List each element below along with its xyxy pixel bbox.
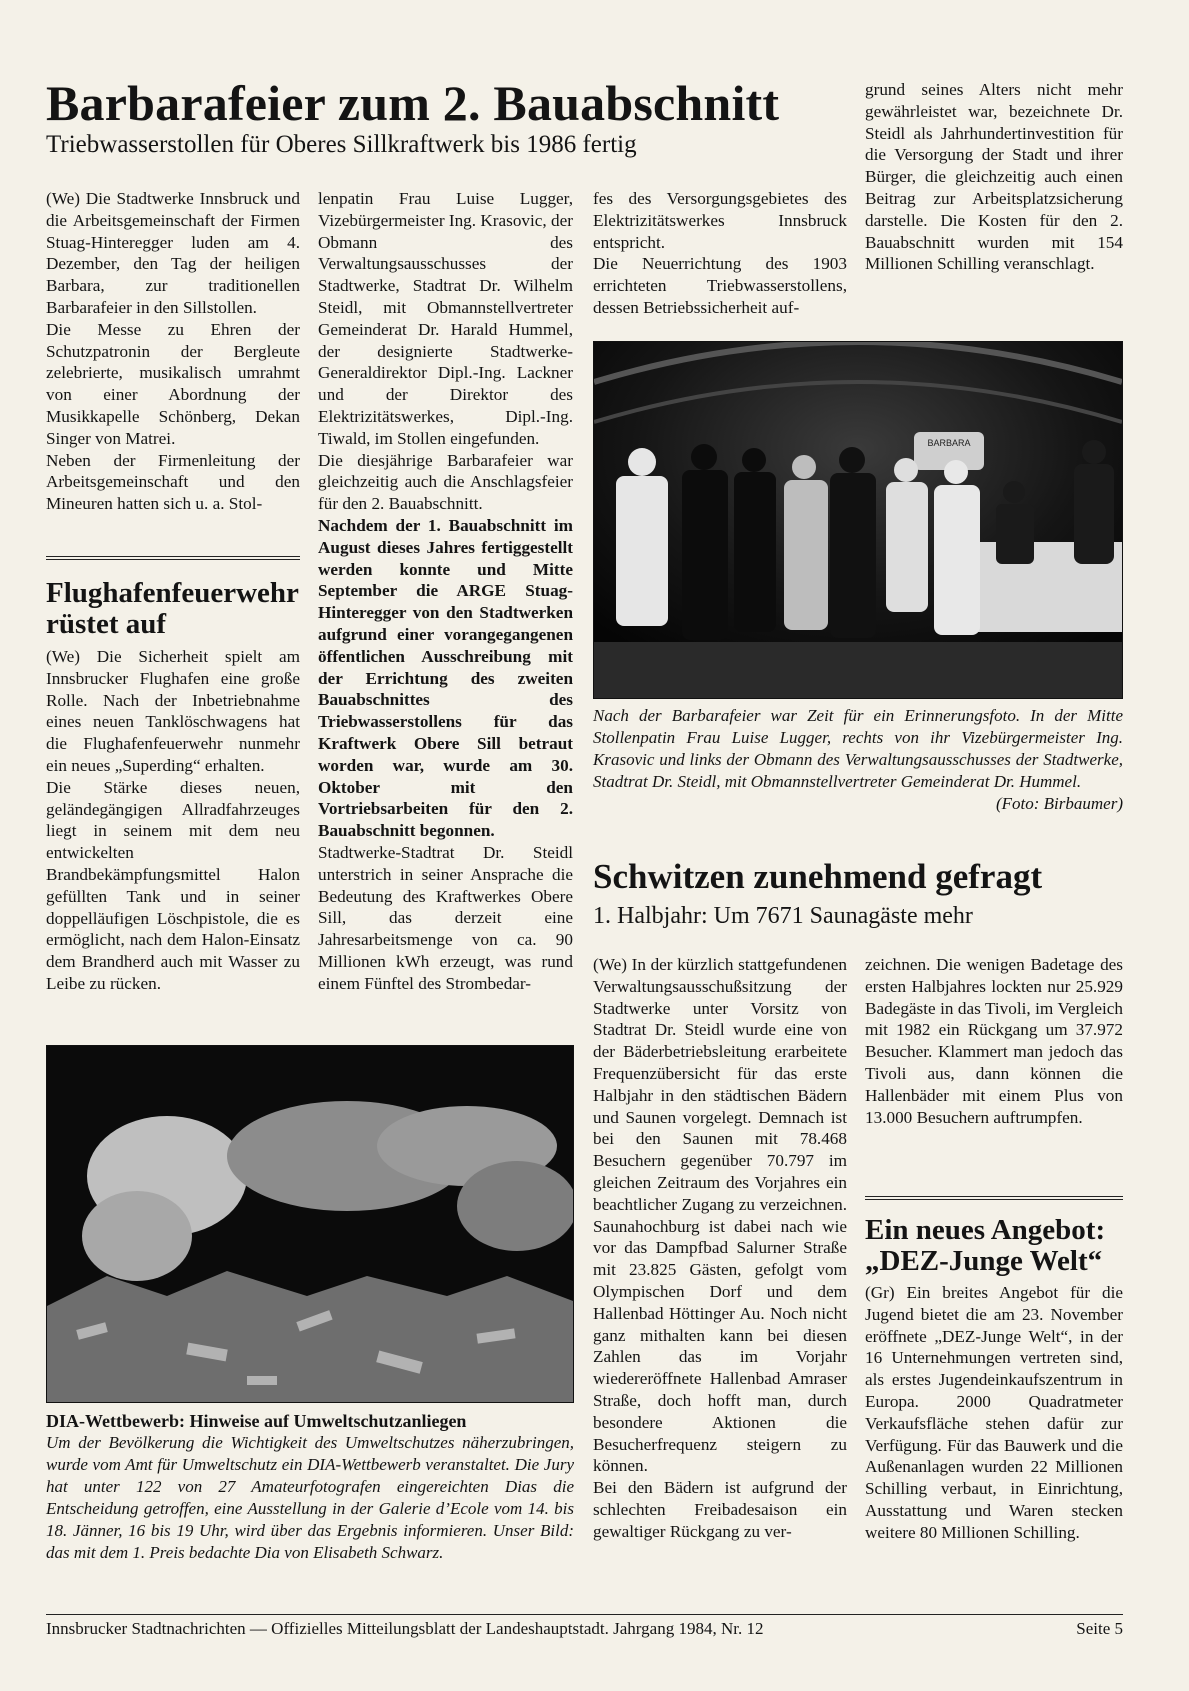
footer-rule bbox=[46, 1614, 1123, 1615]
article-body: (We) Die Sicherheit spielt am Innsbrucker Flughafen eine große Rolle. Nach der Inbetriebnahme eines neuen Tanklöschwagens hat die Flughafenfeuerwehr nunmehr ein neues „Superding“ erhalten. Die Stärke dieses neuen, geländegängigen Allradfahrzeuges liegt in seinem mit dem neu entwickelten Brandbekämpfungsmittel Halon gefüllten Tank und in seiner doppelläufigen Löschpistole, die es ermöglicht, nach dem Halon-Einsatz dem Brandherd auch mit Wasser zu Leibe zu rücken. bbox=[46, 647, 300, 993]
group-photo-image bbox=[594, 342, 1122, 698]
divider bbox=[865, 1196, 1123, 1200]
article-subtitle: 1. Halbjahr: Um 7671 Saunagäste mehr bbox=[593, 903, 973, 929]
footer-text: Innsbrucker Stadtnachrichten — Offizielles Mitteilungsblatt der Landeshauptstadt. Jahrgang 1984, Nr. 12 bbox=[46, 1619, 764, 1638]
bold-paragraph: Nachdem der 1. Bauabschnitt im August dieses Jahres fertiggestellt werden konnte und Mitte September die ARGE Stuag-Hinteregger von den Stadtwerken aufgrund einer vorangegangenen öffentlichen Ausschreibung mit der Errichtung des zweiten Bauabschnittes des Triebwasserstollens für das Kraftwerk Obere Sill betraut worden war, wurde am 30. Oktober mit den Vortriebsarbeiten für den 2. Bauabschnitt begonnen. bbox=[318, 515, 573, 841]
dia-caption: Um der Bevölkerung die Wichtigkeit des Umweltschutzes näherzubringen, wurde vom Amt für Umweltschutz ein DIA-Wettbewerb veranstaltet. Die Jury hat unter 122 von 27 Amateurfotografen eingereichten Dias die Entscheidung getroffen, eine Ausstellung in der Galerie d’Ecole vom 14. bis 18. Jänner, 16 bis 19 Uhr, wird über das Ergebnis informieren. Unser Bild: das mit dem 1. Preis bedachte Dia von Elisabeth Schwarz. bbox=[46, 1433, 574, 1562]
photo-caption bbox=[593, 705, 1123, 815]
paragraph: Stadtwerke-Stadtrat Dr. Steidl unterstrich in seiner Ansprache die Bedeutung des Kraftwerkes Obere Sill, das derzeit eine Jahresarbeitsmenge von ca. 90 Millionen kWh erzeugt, was rund einem Fünftel des Strombedar- bbox=[318, 842, 573, 993]
article-title: Barbarafeier zum 2. Bauabschnitt bbox=[46, 75, 780, 131]
article-column: (We) Die Stadtwerke Innsbruck und die Arbeitsgemeinschaft der Firmen Stuag-Hinteregger luden am 4. Dezember, den Tag der heiligen Barbara, zur traditionellen Barbarafeier in den Sillstollen. Die Messe zu Ehren der Schutzpatronin der Bergleute zelebrierte, musikalisch umrahmt von einer Abordnung der Musikkapelle Schönberg, Dekan Singer von Matrei. Neben der Firmenleitung der Arbeitsgemeinschaft und den Mineuren hatten sich u. a. Stol- bbox=[46, 189, 300, 514]
article-title: Schwitzen zunehmend gefragt bbox=[593, 857, 1043, 896]
banner-text: BARBARA bbox=[927, 438, 971, 448]
article-column-2 bbox=[318, 188, 573, 994]
group-photo bbox=[593, 341, 1123, 699]
photo-credit: (Foto: Birbaumer) bbox=[995, 794, 1123, 813]
article-column-4: grund seines Alters nicht mehr gewährleistet war, bezeichnete Dr. Steidl als Jahrhundertinvestition für die Versorgung der Stadt und ihrer Bürger, die gleichzeitig auch einen Beitrag zur Arbeitsplatzsicherung darstelle. Die Kosten für den 2. Bauabschnitt wurden mit 154 Millionen Schilling veranschlagt. bbox=[865, 80, 1123, 274]
article-column-3: fes des Versorgungsgebietes des Elektrizitätswerkes Innsbruck entspricht. Die Neuerrichtung des 1903 errichteten Triebwasserstollens, dessen Betriebssicherheit auf- bbox=[593, 189, 847, 317]
article-body: (Gr) Ein breites Angebot für die Jugend bietet die am 23. November eröffnete „DEZ-Junge Welt“, in der 16 Unternehmungen vertreten sind, als erstes Jugendeinkaufszentrum in Europa. 2000 Quadratmeter Verkaufsfläche stehen dafür zur Verfügung. Für das Bauwerk und die Außenanlagen wurden 22 Millionen Schilling verbaut, in Einrichtung, Ausstattung und Waren stecken weitere 80 Millionen Schilling. bbox=[865, 1283, 1123, 1542]
article-subtitle: Triebwasserstollen für Oberes Sillkraftwerk bis 1986 fertig bbox=[46, 131, 637, 158]
caption-text: Nach der Barbarafeier war Zeit für ein Erinnerungsfoto. In der Mitte Stollenpatin Frau Luise Lugger, rechts von ihr Vizebürgermeister Ing. Krasovic und links der Obmann des Verwaltungsausschusses der Stadtwerke, Stadtrat Dr. Steidl, mit Obmannstellvertreter Gemeinderat Dr. Hummel. bbox=[593, 706, 1123, 791]
article-title: Flughafenfeuerwehr rüstet auf bbox=[46, 577, 299, 640]
divider bbox=[46, 556, 300, 560]
article-column-2: zeichnen. Die wenigen Badetage des ersten Halbjahres lockten nur 25.929 Badegäste in das Tivoli, im Vergleich mit 1982 ein Rückgang um 37.972 Besucher. Klammert man jedoch das Tivoli aus, dann können die Hallenbäder mit einem Plus von 13.000 Besuchern auftrumpfen. bbox=[865, 955, 1123, 1127]
page-number: Seite 5 bbox=[1076, 1619, 1123, 1638]
dia-title: DIA-Wettbewerb: Hinweise auf Umweltschutzanliegen bbox=[46, 1411, 467, 1431]
article-column: (We) In der kürzlich stattgefundenen Verwaltungsausschußsitzung der Stadtwerke unter Vorsitz von Stadtrat Dr. Steidl wurde eine von der Bäderbetriebsleitung erarbeitete Frequenzübersicht für das erste Halbjahr in den städtischen Bädern und Saunen vorgelegt. Demnach ist bei den Saunen mit 78.468 Besuchern gegenüber 70.797 im gleichen Zeitraum des Vorjahres ein beachtlicher Zugang zu verzeichnen. Saunahochburg ist dabei nach wie vor das Dampfbad Salurner Straße mit 23.825 Gästen, gefolgt vom Olympischen Dorf und dem Hallenbad Höttinger Au. Noch nicht ganz mithalten kann bei diesen Zahlen das im Vorjahr wiedereröffnete Hallenbad Amraser Straße, doch hofft man, durch besondere Aktionen die Besucherfrequenz steigern zu können. Bei den Bädern ist aufgrund der schlechten Freibadesaison ein gewaltiger Rückgang zu ver- bbox=[593, 955, 847, 1541]
paragraph: lenpatin Frau Luise Lugger, Vizebürgermeister Ing. Krasovic, der Obmann des Verwaltungsausschusses der Stadtwerke, Stadtrat Dr. Wilhelm Steidl, mit Obmannstellvertreter Gemeinderat Dr. Harald Hummel, der designierte Stadtwerke-Generaldirektor Dipl.-Ing. Lackner und der Direktor des Elektrizitätswerkes, Dipl.-Ing. Tiwald, im Stollen eingefunden. Die diesjährige Barbarafeier war gleichzeitig auch die Anschlagsfeier für den 2. Bauabschnitt. bbox=[318, 189, 573, 514]
pigs-photo bbox=[46, 1045, 574, 1403]
article-title: Ein neues Angebot: „DEZ-Junge Welt“ bbox=[865, 1214, 1106, 1277]
pigs-photo-image bbox=[47, 1046, 573, 1402]
